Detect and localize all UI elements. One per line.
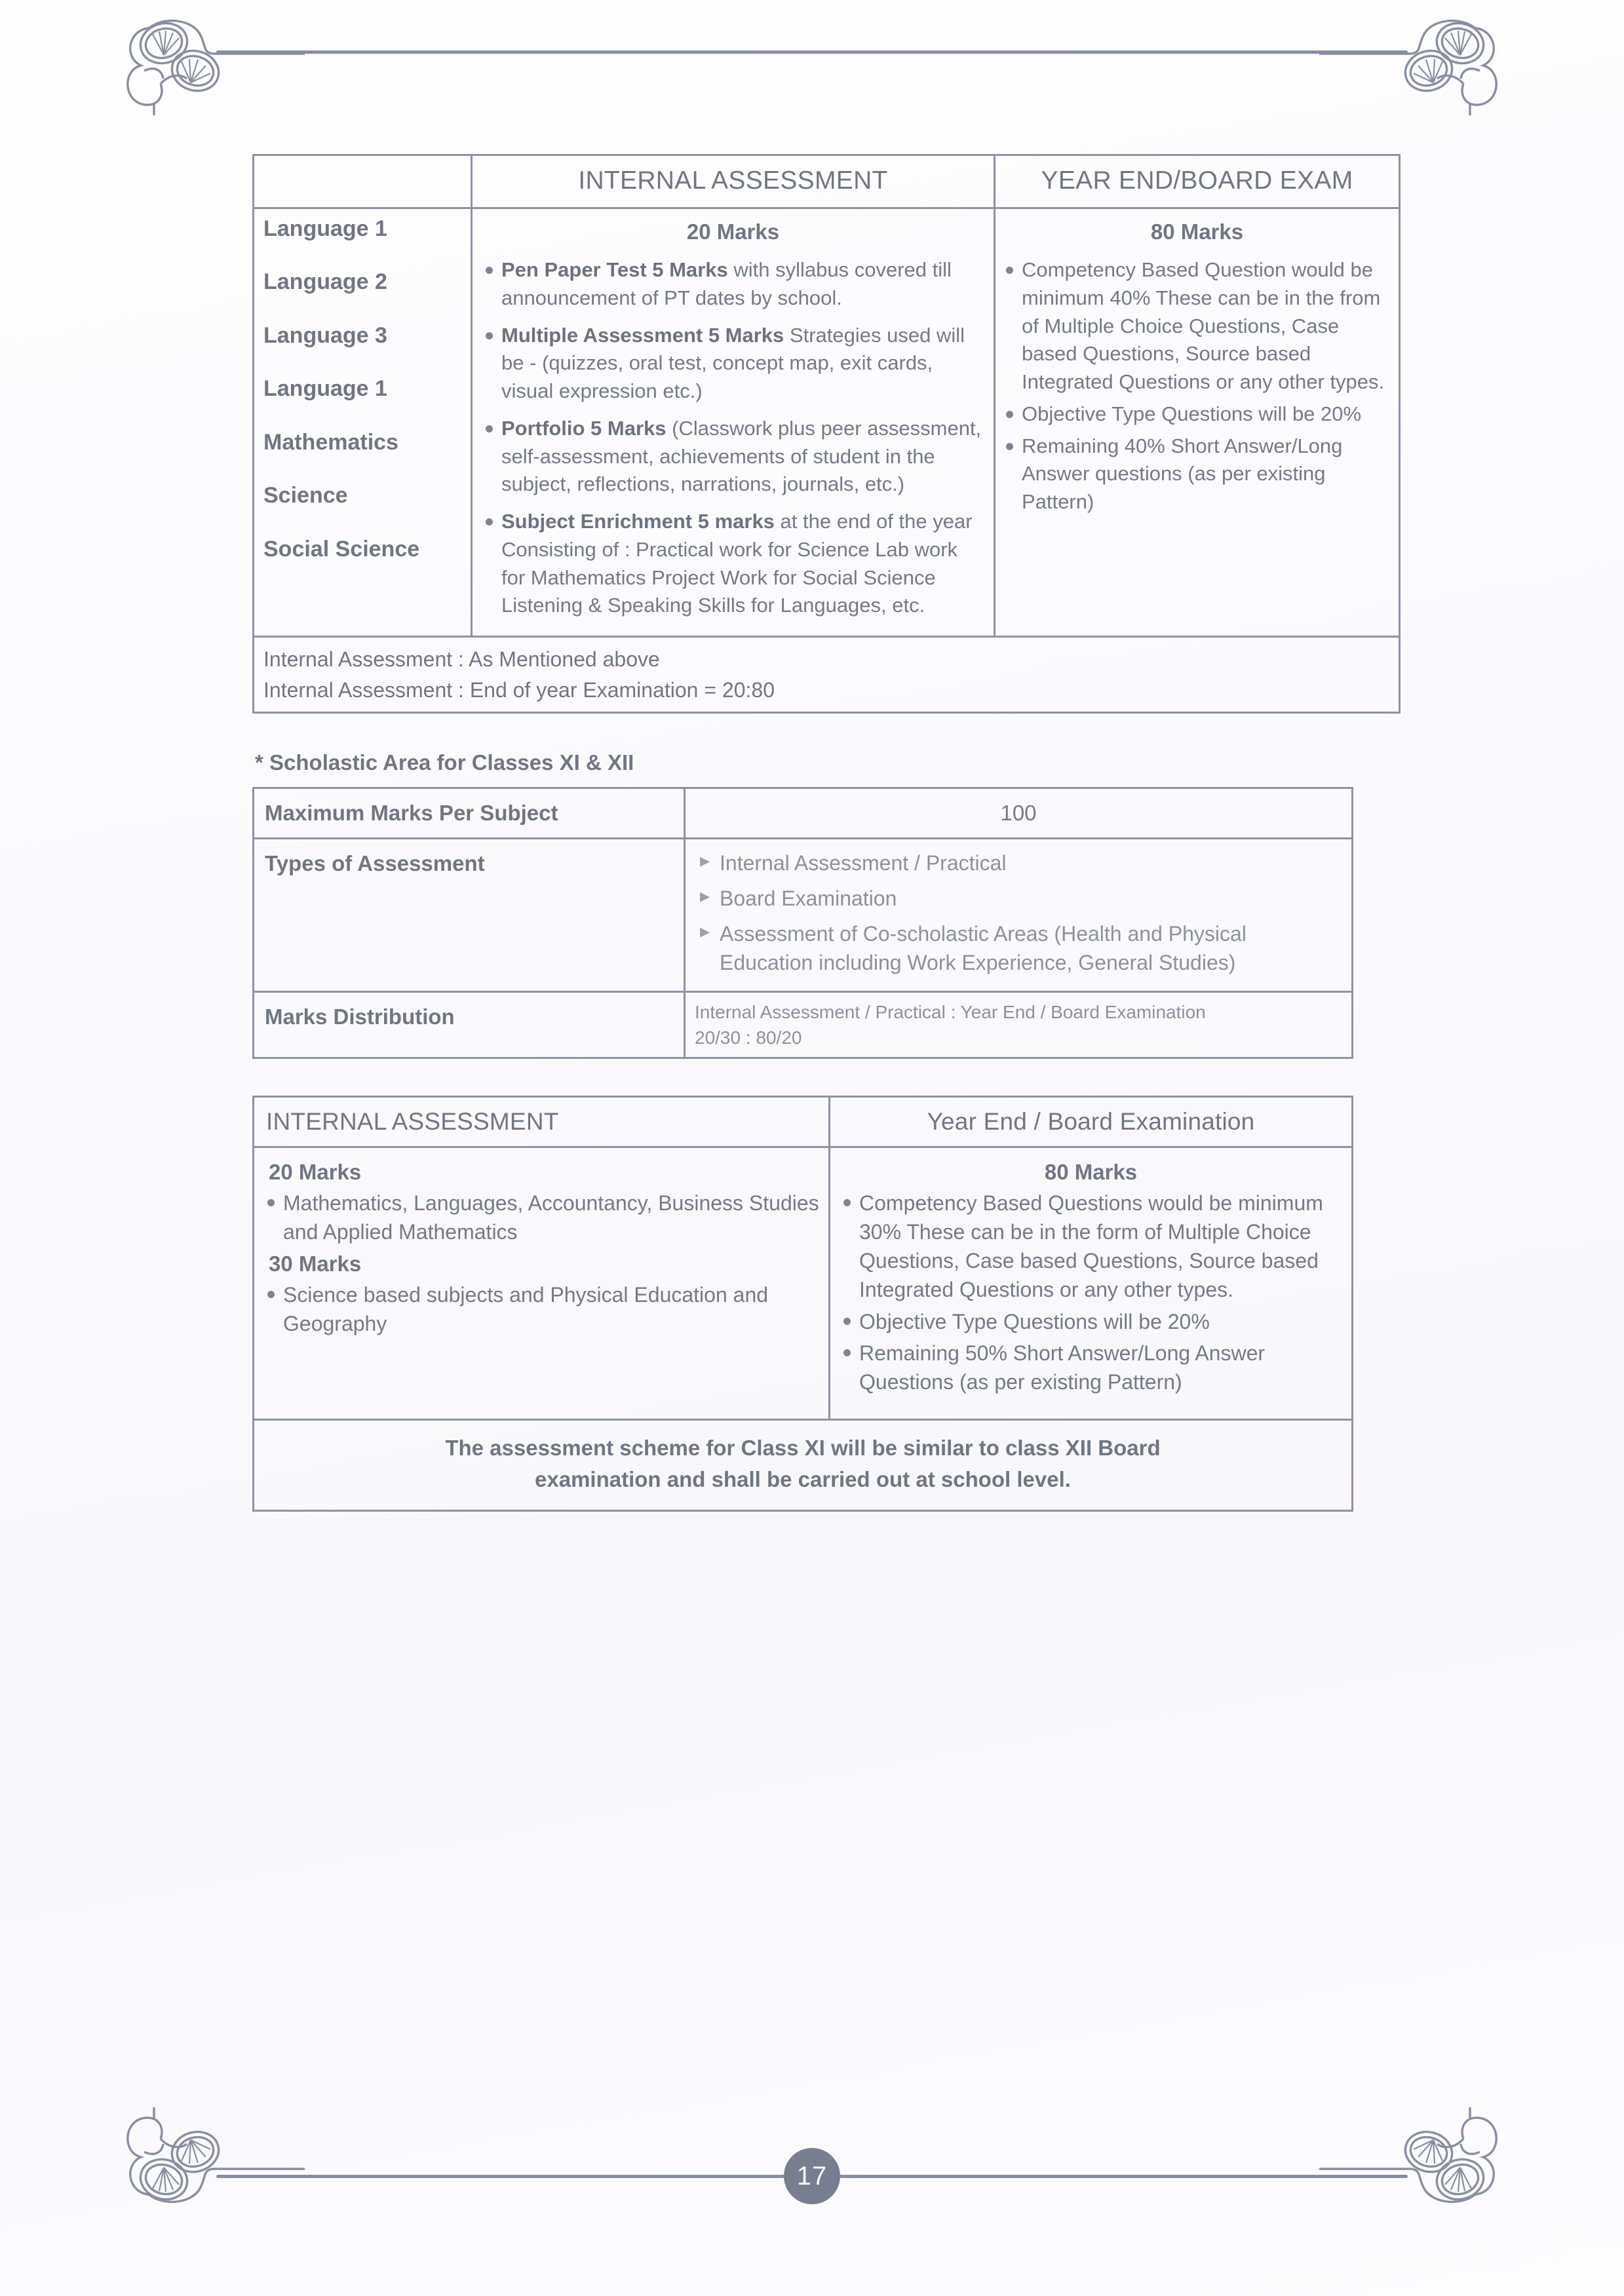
list-item: Competency Based Question would be minimum 40% These can be in the from of Multiple Choice Questions, Case based Questions, Source based Integrated Questions or any other types.: [1005, 256, 1389, 396]
footer-divider-right: [818, 2175, 1408, 2178]
item-lead: Pen Paper Test 5 Marks: [501, 258, 728, 281]
year-end-list: [840, 1189, 1342, 1396]
scholastic-area-table: [252, 787, 1353, 1059]
table-row: [254, 788, 1353, 838]
table-footer-row: [254, 1420, 1353, 1511]
header-blank: [254, 155, 472, 208]
list-item: ▸ Assessment of Co-scholastic Areas (Health and Physical Education including Work Experience, General Studies): [695, 919, 1342, 977]
floral-ornament-icon: [1319, 5, 1516, 126]
subject-list-cell: [254, 208, 472, 637]
year-end-cell: [830, 1147, 1353, 1419]
table-body-row: [254, 208, 1400, 637]
year-end-marks-title: 80 Marks: [1044, 1159, 1138, 1184]
list-item: [482, 256, 984, 313]
marks-distribution-line-1: Internal Assessment / Practical : Year End / Board Examination: [695, 1001, 1206, 1022]
list-item: Mathematics, Languages, Accountancy, Business Studies and Applied Mathematics: [263, 1189, 819, 1246]
list-item: Objective Type Questions will be 20%: [840, 1307, 1342, 1336]
footer-line-1: Internal Assessment : As Mentioned above: [263, 647, 660, 672]
internal-assessment-list: [482, 256, 984, 620]
floral-ornament-icon: [1319, 2096, 1516, 2217]
floral-ornament-icon: [108, 2096, 305, 2217]
floral-ornament-icon: [108, 5, 305, 126]
row-label-maximum-marks: Maximum Marks Per Subject: [254, 788, 685, 838]
internal-marks-title: 20 Marks: [686, 220, 780, 244]
group-2-marks-label: 30 Marks: [269, 1252, 362, 1276]
internal-assessment-cell: [472, 208, 995, 637]
item-rest: Strategies used will be - (quizzes, oral test, concept map, exit cards, visual expression etc.): [501, 323, 965, 403]
subject-item: Science: [263, 483, 348, 508]
list-item: Remaining 40% Short Answer/Long Answer questions (as per existing Pattern): [1005, 432, 1389, 516]
group-2-list: [263, 1280, 819, 1338]
row-label-types-of-assessment: Types of Assessment: [254, 838, 685, 991]
footer-line-2: examination and shall be carried out at school level.: [535, 1466, 1071, 1491]
list-item: ▸ Board Examination: [695, 884, 1342, 913]
item-lead: Subject Enrichment 5 marks: [501, 510, 775, 533]
year-end-list: [1005, 256, 1389, 516]
row-value-maximum-marks: 100: [685, 788, 1353, 838]
year-end-marks-title: 80 Marks: [1150, 220, 1244, 244]
footer-divider-left: [216, 2175, 806, 2178]
page-number-badge: 17: [784, 2148, 840, 2204]
year-end-cell: [995, 208, 1400, 637]
marks-distribution-line-2: 20/30 : 80/20: [695, 1027, 802, 1048]
table-row: [254, 991, 1353, 1058]
item-lead: Multiple Assessment 5 Marks: [501, 323, 784, 347]
list-item: [482, 322, 984, 406]
types-of-assessment-list: [695, 849, 1342, 978]
table-footer-row: [254, 637, 1400, 713]
table-header-row: [254, 155, 1400, 208]
row-value-marks-distribution: [685, 991, 1353, 1058]
footer-line-2: Internal Assessment : End of year Examination = 20:80: [263, 678, 775, 702]
group-1-list: [263, 1189, 819, 1246]
header-internal-assessment: INTERNAL ASSESSMENT: [254, 1096, 830, 1147]
subject-item: Language 2: [263, 269, 387, 295]
row-label-marks-distribution: Marks Distribution: [254, 991, 685, 1058]
header-divider: [216, 50, 1408, 54]
list-item: Remaining 50% Short Answer/Long Answer Questions (as per existing Pattern): [840, 1339, 1342, 1396]
footer-line-1: The assessment scheme for Class XI will be similar to class XII Board: [445, 1436, 1161, 1461]
header-internal-assessment: INTERNAL ASSESSMENT: [472, 155, 995, 208]
subject-item: Language 1: [263, 216, 387, 241]
class-xi-footer-cell: [254, 1420, 1353, 1511]
item-rest: at the end of the year Consisting of : Practical work for Science Lab work for Mathematics Project Work for Social Science Listening & Speaking Skills for Languages, etc.: [501, 510, 973, 617]
list-item: Competency Based Questions would be minimum 30% These can be in the form of Multiple Choice Questions, Case based Questions, Source based Integrated Questions or any other types.: [840, 1189, 1342, 1305]
page-content: [252, 154, 1385, 1512]
class-xi-xii-assessment-table: [252, 1096, 1353, 1512]
table-header-row: [254, 1096, 1353, 1147]
assessment-scheme-table: [252, 154, 1401, 714]
item-rest: (Classwork plus peer assessment, self-assessment, achievements of student in the subject, reflections, narrations, journals, etc.): [501, 416, 982, 496]
header-year-end-board-exam: YEAR END/BOARD EXAM: [995, 155, 1400, 208]
assessment-footer-cell: [254, 637, 1400, 713]
list-item: [482, 415, 984, 499]
subject-item: Language 3: [263, 322, 387, 348]
subject-item: Language 1: [263, 376, 387, 402]
list-item: [482, 508, 984, 620]
list-item: Science based subjects and Physical Education and Geography: [263, 1280, 819, 1338]
item-lead: Portfolio 5 Marks: [501, 416, 667, 440]
list-item: Objective Type Questions will be 20%: [1005, 400, 1389, 429]
subject-item: Social Science: [263, 536, 420, 562]
section-caption: * Scholastic Area for Classes XI & XII: [255, 750, 634, 775]
table-row: [254, 838, 1353, 991]
internal-assessment-cell: [254, 1147, 830, 1419]
item-rest: with syllabus covered till announcement of PT dates by school.: [501, 258, 952, 309]
table-body-row: [254, 1147, 1353, 1419]
row-value-types-of-assessment: [685, 838, 1353, 991]
group-1-marks-label: 20 Marks: [269, 1159, 362, 1184]
subject-item: Mathematics: [263, 429, 398, 455]
header-year-end-board-examination: Year End / Board Examination: [830, 1096, 1353, 1147]
list-item: ▸ Internal Assessment / Practical: [695, 849, 1342, 877]
